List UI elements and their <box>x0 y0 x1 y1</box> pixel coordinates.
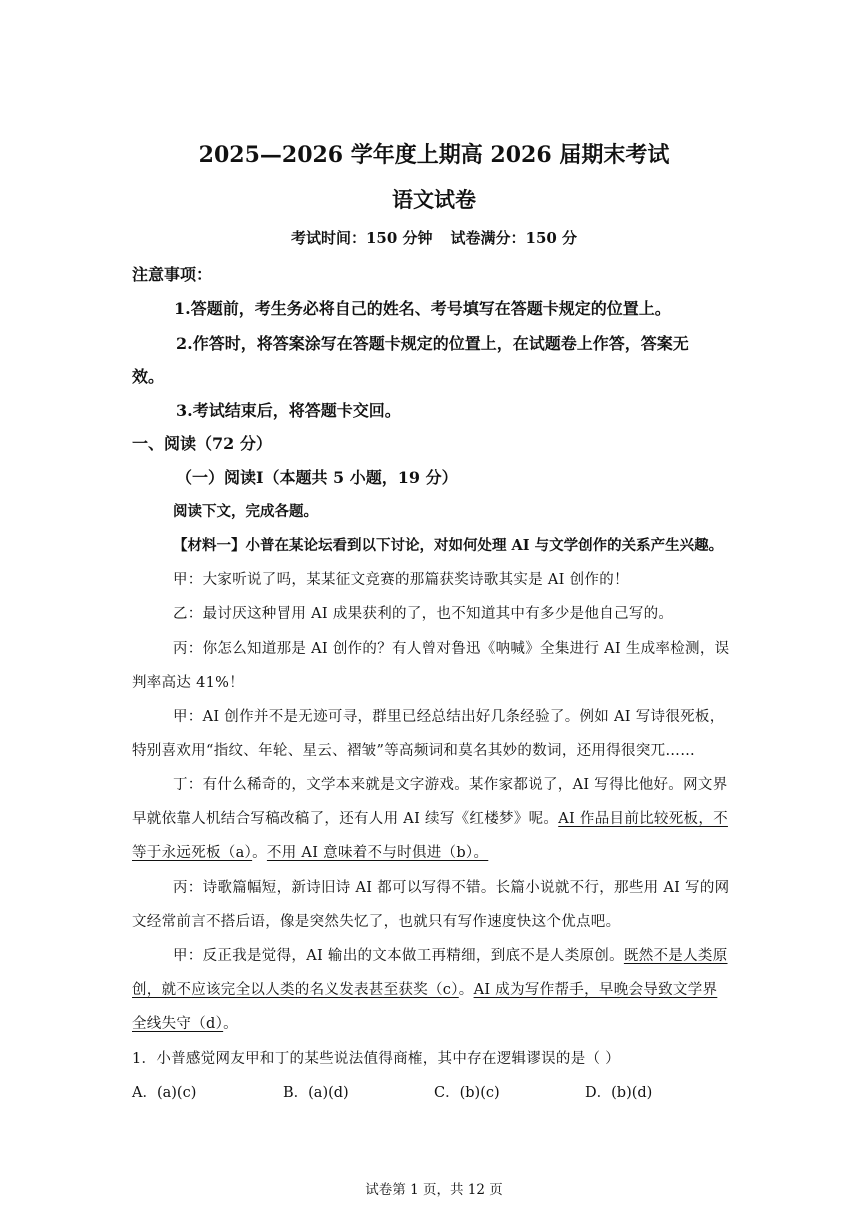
dialogue-line: 甲：AI 创作并不是无迹可寻，群里已经总结出好几条经验了。例如 AI 写诗很死板， <box>173 709 725 725</box>
dialogue-line <box>132 841 738 862</box>
notice-item-2-cont: 效。 <box>132 367 165 386</box>
exam-subtitle: 语文试卷 <box>392 187 476 212</box>
section-heading: 一、阅读（72 分） <box>132 434 272 453</box>
notice-item-2: 2.作答时，将答案涂写在答题卡规定的位置上，在试题卷上作答，答案无 <box>176 334 689 353</box>
underlined-claim-a: 等于永远死板（a） <box>132 845 253 861</box>
notice-item-1: 1.答题前，考生务必将自己的姓名、考号填写在答题卡规定的位置上。 <box>174 299 671 318</box>
dialogue-line: 文经常前言不搭后语，像是突然失忆了，也就只有写作速度快这个优点吧。 <box>132 914 621 930</box>
option-d[interactable]: D．(b)(d) <box>585 1085 653 1101</box>
material-intro: 【材料一】小普在某论坛看到以下讨论，对如何处理 AI 与文学创作的关系产生兴趣。 <box>173 537 724 554</box>
option-c[interactable]: C．(b)(c) <box>434 1085 500 1101</box>
exam-meta <box>0 227 868 248</box>
notice-label: 注意事项： <box>132 265 213 284</box>
dialogue-line: 丙：诗歌篇幅短，新诗旧诗 AI 都可以写得不错。长篇小说就不行，那些用 AI 写的网 <box>173 880 730 896</box>
dialogue-text: 。 <box>252 845 267 861</box>
dialogue-line: 乙：最讨厌这种冒用 AI 成果获利的了，也不知道其中有多少是他自己写的。 <box>173 606 674 622</box>
exam-title: 2025—2026 学年度上期高 2026 届期末考试 <box>198 142 670 168</box>
dialogue-text: 。 <box>223 1016 238 1032</box>
dialogue-line <box>173 944 779 965</box>
dialogue-line <box>132 807 738 828</box>
underlined-claim: 既然不是人类原 <box>623 948 728 964</box>
underlined-claim-d: 全线失守（d） <box>132 1016 224 1032</box>
dialogue-text: 甲：反正我是觉得，AI 输出的文本做工再精细，到底不是人类原创。 <box>173 948 624 964</box>
dialogue-line: 丙：你怎么知道那是 AI 创作的？有人曾对鲁迅《呐喊》全集进行 AI 生成率检测，误 <box>173 641 730 657</box>
dialogue-line <box>132 978 738 999</box>
exam-score: 试卷满分：150 分 <box>450 229 578 247</box>
dialogue-line: 丁：有什么稀奇的，文学本来就是文字游戏。某作家都说了，AI 写得比他好。网文界 <box>173 777 728 793</box>
underlined-claim: AI 成为写作帮手，早晚会导致文学界 <box>473 982 718 998</box>
dialogue-text: 。 <box>458 982 474 998</box>
underlined-claim: AI 作品目前比较死板，不 <box>558 811 728 827</box>
dialogue-line: 判率高达 41%！ <box>132 675 245 691</box>
section-subheading: （一）阅读Ⅰ（本题共 5 小题，19 分） <box>176 468 458 487</box>
dialogue-text: 早就依靠人机结合写稿改稿了，还有人用 AI 续写《红楼梦》呢。 <box>132 811 559 827</box>
reading-instruction: 阅读下文，完成各题。 <box>173 503 318 520</box>
option-b[interactable]: B．(a)(d) <box>283 1085 349 1101</box>
underlined-claim-c: 创，就不应该完全以人类的名义发表甚至获奖（c） <box>132 982 459 998</box>
dialogue-line <box>132 1012 738 1033</box>
exam-time: 考试时间：150 分钟 <box>290 229 433 247</box>
page-footer: 试卷第 1 页，共 12 页 <box>365 1182 503 1198</box>
notice-item-3: 3.考试结束后，将答题卡交回。 <box>176 401 401 420</box>
dialogue-line: 甲：大家听说了吗，某某征文竞赛的那篇获奖诗歌其实是 AI 创作的！ <box>173 572 629 588</box>
option-a[interactable]: A．(a)(c) <box>132 1085 197 1101</box>
underlined-claim-b: 不用 AI 意味着不与时俱进（b）。 <box>266 845 489 861</box>
dialogue-line: 特别喜欢用“指纹、年轮、星云、褶皱”等高频词和莫名其妙的数词，还用得很突兀…… <box>132 743 696 759</box>
question-stem: 1．小普感觉网友甲和丁的某些说法值得商榷，其中存在逻辑谬误的是（ ） <box>132 1051 621 1067</box>
